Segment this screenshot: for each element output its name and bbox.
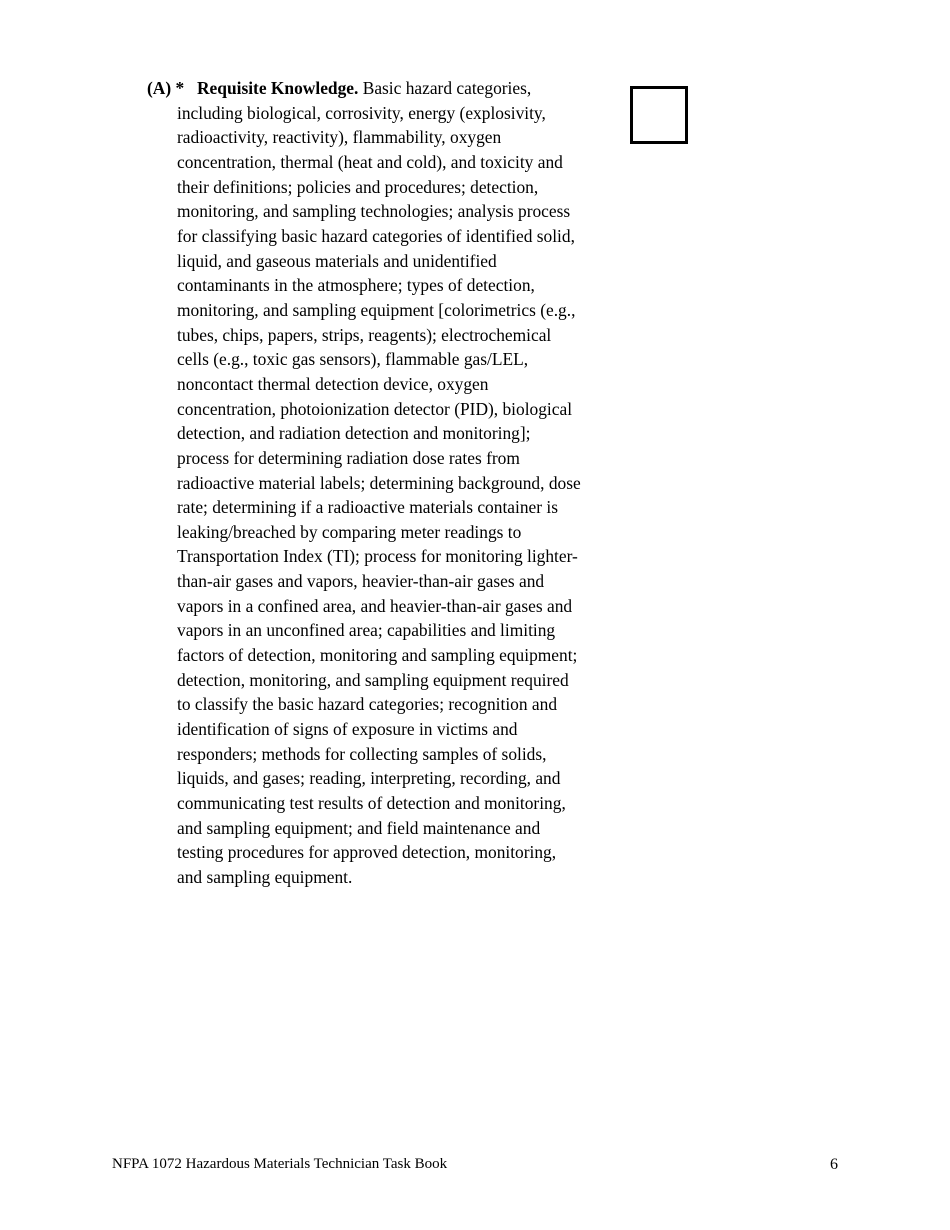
item-line: liquids, and gases; reading, interpreting, recording, and xyxy=(177,768,561,789)
item-line: monitoring, and sampling technologies; analysis process xyxy=(177,201,571,222)
requisite-knowledge-item xyxy=(147,76,617,890)
item-line: their definitions; policies and procedures; detection, xyxy=(177,176,539,197)
item-line: process for determining radiation dose rates from xyxy=(177,447,520,468)
item-line: radioactive material labels; determining background, dose xyxy=(177,472,581,493)
item-body xyxy=(177,76,617,890)
item-line: Basic hazard categories, xyxy=(362,78,532,98)
item-line: noncontact thermal detection device, oxygen xyxy=(177,373,489,394)
item-line: vapors in an unconfined area; capabilities and limiting xyxy=(177,620,556,641)
item-line: Transportation Index (TI); process for monitoring lighter- xyxy=(177,546,578,567)
item-line: identification of signs of exposure in victims and xyxy=(177,719,518,740)
item-line: than-air gases and vapors, heavier-than-air gases and xyxy=(177,571,545,592)
item-line: contaminants in the atmosphere; types of detection, xyxy=(177,275,535,296)
item-line: for classifying basic hazard categories of identified solid, xyxy=(177,225,575,246)
item-line: and sampling equipment. xyxy=(177,867,353,887)
item-line: and sampling equipment; and field maintenance and xyxy=(177,817,541,838)
item-line: radioactivity, reactivity), flammability, oxygen xyxy=(177,127,502,148)
first-line xyxy=(177,76,617,101)
item-line: factors of detection, monitoring and sampling equipment; xyxy=(177,645,578,666)
item-line: liquid, and gaseous materials and unidentified xyxy=(177,250,497,271)
item-line: concentration, thermal (heat and cold), and toxicity and xyxy=(177,151,563,172)
item-line: concentration, photoionization detector (PID), biological xyxy=(177,398,573,419)
item-line: cells (e.g., toxic gas sensors), flammable gas/LEL, xyxy=(177,349,529,370)
page-number: 6 xyxy=(830,1156,838,1173)
footer-title: NFPA 1072 Hazardous Materials Technician Task Book xyxy=(112,1156,448,1172)
item-line: detection, monitoring, and sampling equipment required xyxy=(177,669,569,690)
item-heading: Requisite Knowledge. xyxy=(197,78,359,98)
item-line: to classify the basic hazard categories; recognition and xyxy=(177,694,558,715)
item-line: vapors in a confined area, and heavier-than-air gases and xyxy=(177,595,573,616)
item-line: including biological, corrosivity, energy (explosivity, xyxy=(177,102,546,123)
item-line: rate; determining if a radioactive materials container is xyxy=(177,497,558,518)
item-line: detection, and radiation detection and monitoring]; xyxy=(177,423,531,444)
item-line: testing procedures for approved detection, monitoring, xyxy=(177,842,557,863)
completion-checkbox[interactable] xyxy=(630,86,688,144)
item-line: tubes, chips, papers, strips, reagents); electrochemical xyxy=(177,324,552,345)
item-line: leaking/breached by comparing meter readings to xyxy=(177,521,522,542)
item-line: communicating test results of detection and monitoring, xyxy=(177,793,566,814)
item-line: responders; methods for collecting samples of solids, xyxy=(177,743,547,764)
item-line: monitoring, and sampling equipment [colorimetrics (e.g., xyxy=(177,299,576,320)
item-label: (A) * xyxy=(147,78,185,98)
